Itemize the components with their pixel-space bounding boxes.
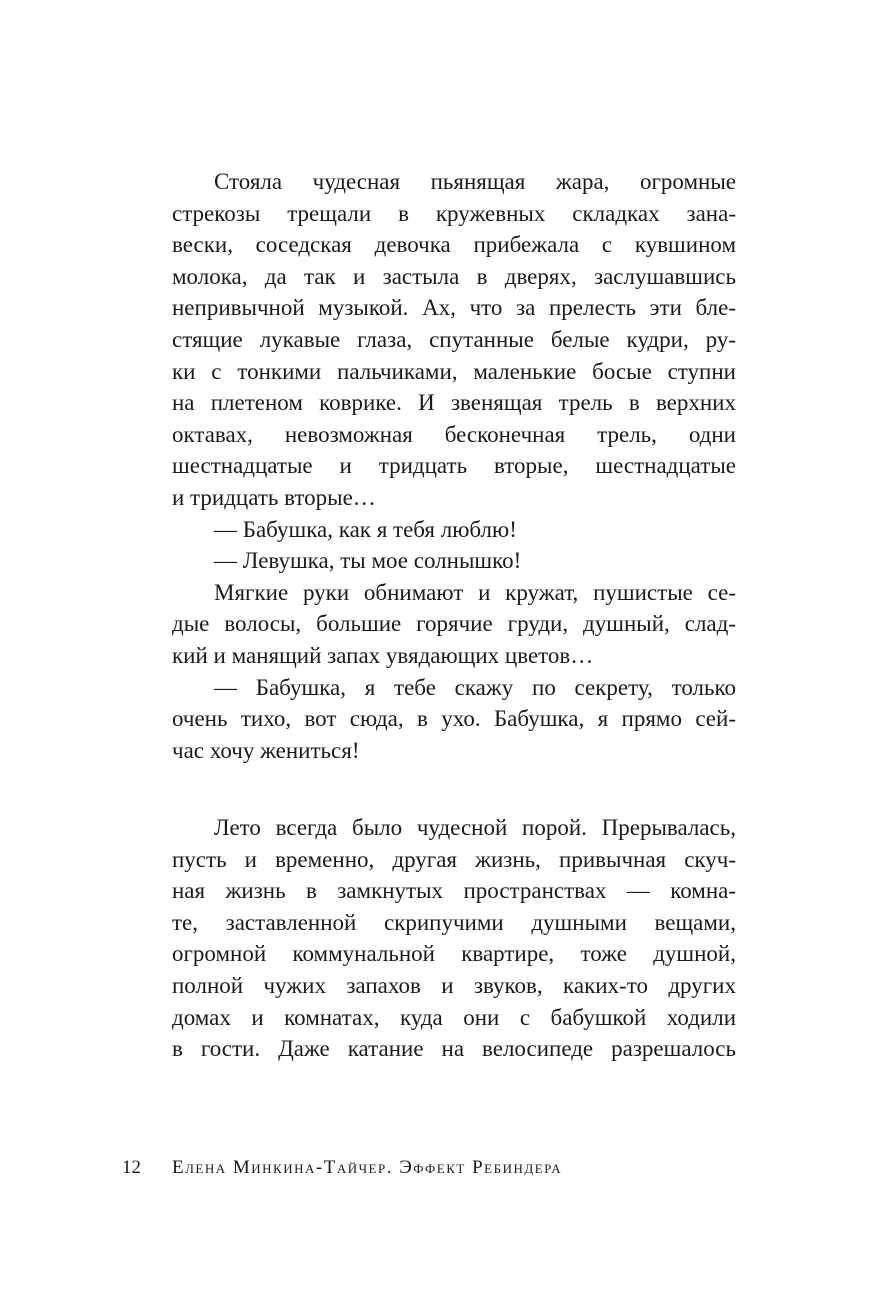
text-line: кий и манящий запах увядающих цветов… bbox=[172, 642, 594, 668]
dialogue-paragraph bbox=[172, 672, 736, 767]
text-line: Мягкие руки обнимают и кружат, пушистые се- bbox=[214, 579, 736, 605]
running-title: Елена Минкина-Тайчер. Эффект Ребиндера bbox=[172, 1157, 563, 1178]
paragraph bbox=[172, 577, 736, 672]
running-footer bbox=[122, 1155, 562, 1181]
text-block-lower bbox=[172, 812, 736, 1065]
paragraph bbox=[172, 812, 736, 1065]
dialogue-paragraph bbox=[172, 545, 736, 577]
text-line: октавах, невозможная бесконечная трель, одни bbox=[172, 421, 736, 447]
text-line: и тридцать вторые… bbox=[172, 484, 376, 510]
text-line: те, заставленной скрипучими душными вещами, bbox=[172, 909, 736, 935]
text-line: ная жизнь в замкнутых пространствах — комна- bbox=[172, 878, 736, 904]
dialogue-paragraph bbox=[172, 514, 736, 546]
text-line: ки с тонкими пальчиками, маленькие босые ступни bbox=[172, 358, 736, 384]
text-line: полной чужих запахов и звуков, каких-то других bbox=[172, 972, 736, 998]
text-line: — Левушка, ты мое солнышко! bbox=[214, 548, 522, 574]
text-line: стрекозы трещали в кружевных складках зана- bbox=[172, 200, 736, 226]
paragraph bbox=[172, 166, 736, 514]
text-line: дые волосы, большие горячие груди, душный, слад- bbox=[172, 611, 736, 637]
text-block-upper bbox=[172, 166, 736, 766]
text-line: Лето всегда было чудесной порой. Прерывалась, bbox=[214, 815, 736, 840]
text-line: в гости. Даже катание на велосипеде разрешалось bbox=[172, 1036, 736, 1062]
page-number: 12 bbox=[122, 1157, 141, 1178]
text-line: шестнадцатые и тридцать вторые, шестнадцатые bbox=[172, 453, 736, 479]
text-line: очень тихо, вот сюда, в ухо. Бабушка, я прямо сей- bbox=[172, 706, 736, 732]
text-line: вески, соседская девочка прибежала с кувшином bbox=[172, 232, 736, 258]
text-line: на плетеном коврике. И звенящая трель в верхних bbox=[172, 390, 736, 416]
text-line: молока, да так и застыла в дверях, заслушавшись bbox=[172, 263, 736, 289]
text-line: пусть и временно, другая жизнь, привычная скуч- bbox=[172, 846, 736, 872]
text-line: непривычной музыкой. Ах, что за прелесть эти бле- bbox=[172, 295, 736, 321]
text-line: Стояла чудесная пьянящая жара, огромные bbox=[214, 169, 736, 194]
text-line: домах и комнатах, куда они с бабушкой ходили bbox=[172, 1004, 736, 1030]
text-line: — Бабушка, как я тебя люблю! bbox=[214, 516, 517, 542]
text-line: огромной коммунальной квартире, тоже душной, bbox=[172, 941, 736, 967]
text-line: час хочу жениться! bbox=[172, 737, 360, 763]
text-line: — Бабушка, я тебе скажу по секрету, только bbox=[214, 674, 736, 700]
text-line: стящие лукавые глаза, спутанные белые кудри, ру- bbox=[172, 326, 736, 352]
